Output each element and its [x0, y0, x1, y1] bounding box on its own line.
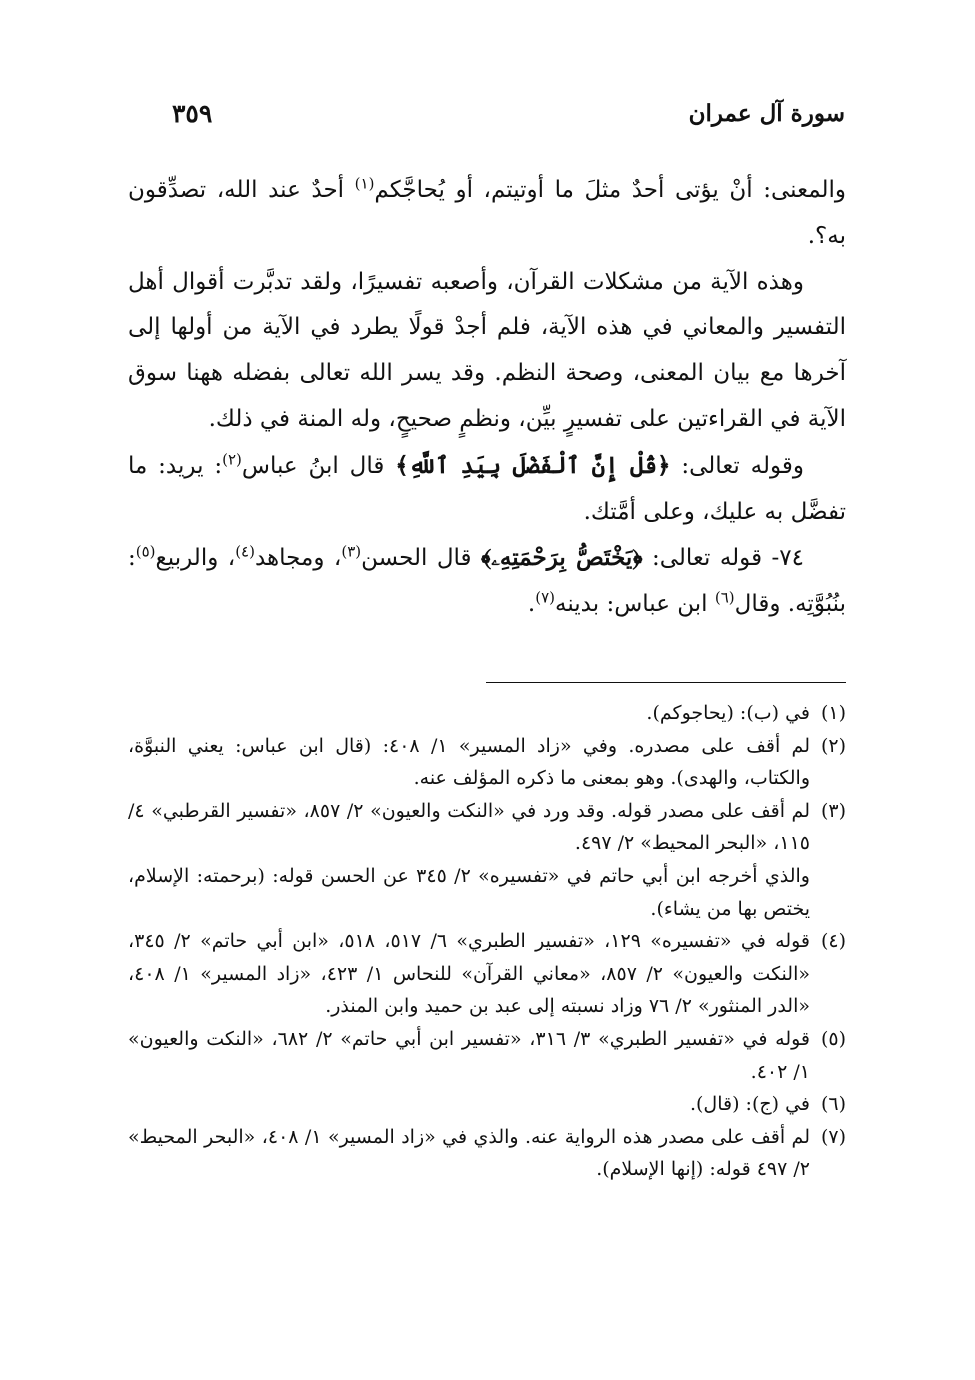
text-segment: .	[527, 591, 536, 618]
footnote-ref: (٦)	[714, 588, 735, 607]
footnote-text: في (ج): (قال).	[689, 1093, 810, 1116]
footnote-ref: (٥)	[135, 542, 156, 561]
footnote-ref: (٧)	[535, 588, 555, 607]
footnote-ref: (٢)	[222, 450, 242, 469]
footnote-7	[128, 1121, 846, 1186]
footnote-number: (٤)	[820, 930, 846, 953]
text-segment: : يريد: ما تفضَّل به عليك، وعلى أمَّتك.	[128, 452, 846, 525]
footnote-continuation: والذي أخرجه ابن أبي حاتم في «تفسيره» ٢/ ٣٤٥ عن الحسن قوله: (برحمته: الإسلام، يختص بها من يشاء).	[128, 864, 810, 920]
footnote-5	[128, 1023, 846, 1088]
main-text	[128, 168, 846, 628]
footnote-ref: (٤)	[235, 542, 255, 561]
paragraph-verse-74	[128, 535, 846, 628]
text-segment: ، والربيع	[155, 545, 236, 572]
footnote-text: لم أقف على مصدر هذه الرواية عنه. والذي في «زاد المسير» ١/ ٤٠٨، «البحر المحيط» ٢/ ٤٩٧ قوله: (إنها الإسلام).	[128, 1125, 810, 1181]
footnote-4	[128, 925, 846, 1023]
quran-verse: ﴿قُلْ إِنَّ ٱلْفَضْلَ بِيَدِ ٱللَّهِ﴾	[395, 451, 671, 479]
footnote-text: لم أقف على مصدر قوله. وقد ورد في «النكت والعيون» ٢/ ٨٥٧، «تفسير القرطبي» ٤/ ١١٥، «البحر المحيط» ٢/ ٤٩٧.	[128, 799, 810, 855]
footnote-number: (٢)	[820, 734, 846, 757]
text-segment: والمعنى: أنْ يؤتى أحدٌ مثلَ ما أوتيتم، أو يُحاجَّكم	[374, 177, 847, 203]
footnote-text: لم أقف على مصدره. وفي «زاد المسير» ١/ ٤٠٨: (قال ابن عباس: يعني النبوَّة، والكتاب، والهدى). وهو بمعنى ما ذكره المؤلف عنه.	[128, 734, 810, 790]
text-segment: قال الحسن	[361, 545, 481, 572]
footnote-number: (٦)	[820, 1093, 846, 1116]
footnote-text: في (ب): (يحاجوكم).	[646, 702, 810, 724]
text-segment: ، ومجاهد	[254, 545, 342, 572]
text-segment: ابن عباس: بدينه	[554, 591, 715, 618]
footnote-number: (١)	[820, 702, 846, 724]
footnote-6	[128, 1088, 846, 1121]
footnote-ref: (١)	[354, 174, 375, 193]
text-segment: ٧٤- قوله تعالى:	[642, 545, 805, 572]
text-segment: وقوله تعالى:	[670, 452, 804, 479]
text-segment: أحدٌ عند الله، تصدِّقون به؟.	[128, 177, 846, 249]
page-number: ٣٥٩	[172, 99, 213, 128]
paragraph-verse-fadl	[128, 443, 846, 536]
footnote-separator	[486, 682, 846, 683]
text-segment: : بنُبُوَّتِه. وقال	[128, 545, 846, 618]
footnote-3	[128, 795, 846, 925]
footnote-1	[128, 697, 846, 730]
footnotes	[128, 697, 846, 1186]
quran-verse: ﴿يَخْتَصُّ بِرَحْمَتِهِۦ﴾	[481, 544, 643, 572]
footnote-number: (٧)	[820, 1125, 846, 1148]
footnote-number: (٥)	[820, 1027, 846, 1050]
footnote-ref: (٣)	[341, 542, 362, 561]
running-title: سورة آل عمران	[688, 100, 845, 127]
footnote-2	[128, 730, 846, 795]
page-header	[130, 92, 845, 136]
footnote-text: قوله في «تفسير الطبري» ٣/ ٣١٦، «تفسير ابن أبي حاتم» ٢/ ٦٨٢، «النكت والعيون» ١/ ٤٠٢.	[128, 1027, 811, 1083]
footnote-text: قوله في «تفسيره» ١٢٩، «تفسير الطبري» ٦/ ٥١٧، ٥١٨، «ابن أبي حاتم» ٢/ ٣٤٥، «النكت والعيون» ٢/ ٨٥٧، «معاني القرآن» للنحاس ١/ ٤٢٣، «زاد المسير» ١/ ٤٠٨، «الدر المنثور» ٢/ ٧٦ وزاد نسبته إلى عبد بن حميد وابن المنذر.	[128, 930, 811, 1018]
paragraph-meaning	[128, 168, 846, 260]
footnote-number: (٣)	[820, 799, 846, 822]
paragraph-commentary: وهذه الآية من مشكلات القرآن، وأصعبه تفسيرًا، ولقد تدبَّرت أقوال أهل التفسير والمعاني في هذه الآية، فلم أجدْ قولًا يطرد في الآية من أولها إلى آخرها مع بيان المعنى، وصحة النظم. وقد يسر الله تعالى بفضله ههنا سوق الآية في القراءتين على تفسيرٍ بيِّن، ونظمٍ صحيحٍ، وله المنة في ذلك.	[128, 268, 846, 432]
text-segment: قال ابنُ عباس	[241, 452, 396, 479]
